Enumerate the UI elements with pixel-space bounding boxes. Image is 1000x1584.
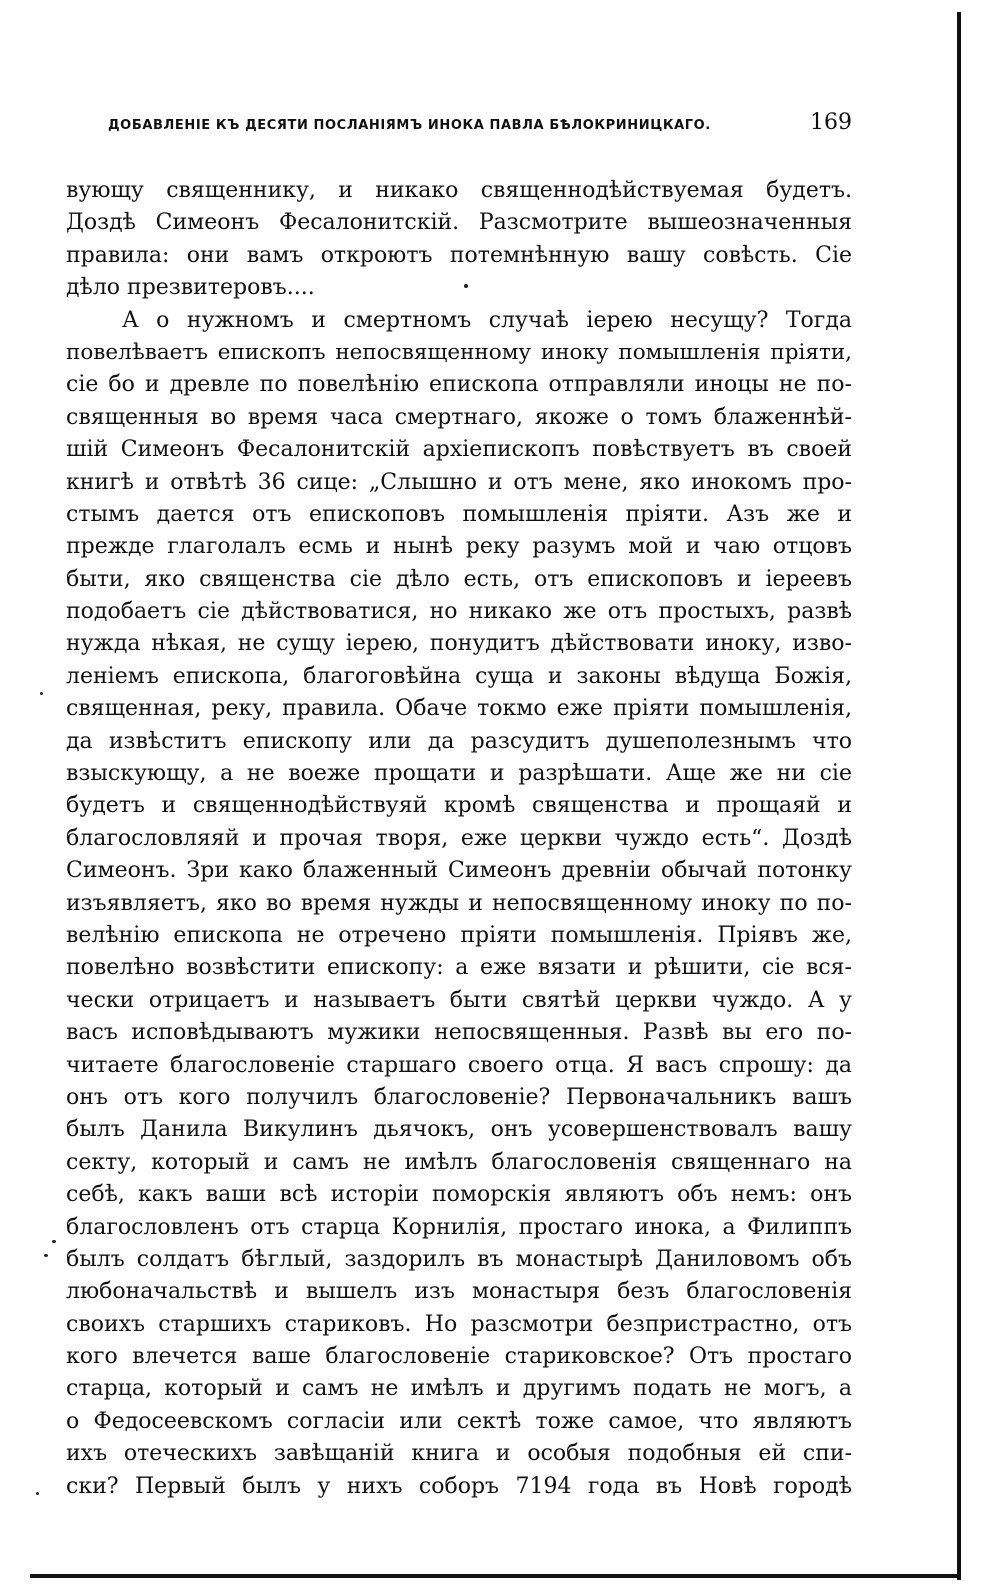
scan-speck (44, 1254, 48, 1257)
running-head (108, 110, 852, 140)
text-line: своихъ старшихъ стариковъ. Но разсмотри безпристрастно, отъ (66, 1311, 852, 1337)
text-line: онъ отъ кого получилъ благословеніе? Первоначальникъ вашъ (66, 1084, 852, 1110)
text-line: читаете благословеніе старшаго своего отца. Я васъ спрошу: да (66, 1052, 852, 1078)
scan-speck (464, 284, 468, 288)
text-line: благословленъ отъ старца Корнилія, простаго инока, а Филиппъ (66, 1214, 852, 1240)
page-number: 169 (810, 110, 852, 135)
text-line: леніемъ епископа, благоговѣйна суща и законы вѣдуща Божія, (66, 663, 852, 689)
text-line: стымъ дается отъ епископовъ помышленія пріяти. Азъ же и (66, 501, 852, 527)
text-line: вующу священнику, и никако священнодѣйствуемая будетъ. (66, 178, 852, 203)
text-line: ски? Первый былъ у нихъ соборъ 7194 года въ Новѣ городѣ (66, 1473, 852, 1499)
text-line: васъ исповѣдываютъ мужики непосвященныя. Развѣ вы его по- (66, 1020, 852, 1046)
text-line: взыскующу, а не воеже прощати и разрѣшати. Аще же ни сіе (66, 761, 852, 787)
text-line: повелѣно возвѣстити епископу: а еже вязати и рѣшити, сіе вся- (66, 955, 852, 981)
text-line: Симеонъ. Зри како блаженный Симеонъ древніи обычай потонку (66, 858, 852, 884)
text-line: книгѣ и отвѣтѣ 36 сице: „Слышно и отъ мене, яко инокомъ про- (66, 469, 852, 495)
text-line: подобаетъ сіе дѣйствоватися, но никако же отъ простыхъ, развѣ (66, 599, 852, 625)
text-line: старца, который и самъ не имѣлъ и другимъ подать не могъ, а (66, 1376, 852, 1402)
text-line: чески отрицаетъ и называетъ быти святѣй церкви чуждо. А у (66, 987, 852, 1013)
text-line: священная, реку, правила. Обаче токмо еже пріяти помышленія, (66, 696, 852, 722)
text-line: будетъ и священнодѣйствуяй кромѣ священства и прощаяй и (66, 793, 852, 819)
text-line: былъ солдатъ бѣглый, заздорилъ въ монастырѣ Даниловомъ объ (66, 1246, 852, 1272)
page-border-bottom (30, 1574, 961, 1578)
scan-speck (52, 1240, 56, 1243)
text-line: да извѣститъ епископу или да разсудитъ душеполезнымъ что (66, 728, 852, 754)
page-border-right (957, 12, 961, 1580)
text-line: сіе бо и древле по повелѣнію епископа отправляли иноцы не по- (66, 372, 852, 398)
text-line: кого влечется ваше благословеніе стариковское? Отъ простаго (66, 1344, 852, 1370)
text-line: дѣло презвитеровъ.... (66, 275, 315, 301)
text-line: велѣнію епископа не отречено пріяти помышленія. Пріявъ же, (66, 922, 852, 948)
text-line: секту, который и самъ не имѣлъ благословенія священнаго на (66, 1149, 852, 1175)
scan-speck (40, 692, 43, 695)
text-line: изъявляетъ, яко во время нужды и непосвященному иноку по по- (66, 890, 852, 916)
text-line: благословляяй и прочая творя, еже церкви чуждо есть“. Доздѣ (66, 825, 852, 851)
text-line: А о нужномъ и смертномъ случаѣ іерею несущу? Тогда (122, 307, 852, 333)
text-line: шій Симеонъ Фесалонитскій архіепископъ повѣствуетъ въ своей (66, 437, 852, 463)
running-title: ДОБАВЛЕНІЕ КЪ ДЕСЯТИ ПОСЛАНІЯМЪ ИНОКА ПАВЛА БѢЛОКРИНИЦКАГО. (108, 118, 711, 133)
text-line: себѣ, какъ ваши всѣ исторіи поморскія являютъ объ немъ: онъ (66, 1182, 852, 1208)
text-line: былъ Данила Викулинъ дьячокъ, онъ усовершенствовалъ вашу (66, 1117, 852, 1143)
text-line: прежде глаголалъ есмь и нынѣ реку разумъ мой и чаю отцовъ (66, 534, 852, 560)
text-line: Доздѣ Симеонъ Фесалонитскій. Разсмотрите вышеозначенныя (66, 210, 852, 236)
text-line: о Федосеевскомъ согласіи или сектѣ тоже самое, что являютъ (66, 1408, 852, 1434)
scan-speck (36, 1492, 39, 1495)
text-line: правила: они вамъ откроютъ потемнѣнную вашу совѣсть. Сіе (66, 242, 852, 268)
text-column (66, 175, 852, 1503)
text-line: любоначальствѣ и вышелъ изъ монастыря безъ благословенія (66, 1279, 852, 1305)
text-line: быти, яко священства сіе дѣло есть, отъ епископовъ и іереевъ (66, 566, 852, 592)
text-line: повелѣваетъ епископъ непосвященному иноку помышленія пріяти, (66, 339, 852, 365)
text-line: нужда нѣкая, не сущу іерею, понудитъ дѣйствовати иноку, изво- (66, 631, 852, 657)
text-line: ихъ отеческихъ завѣщаній книга и особыя подобныя ей спи- (66, 1441, 852, 1467)
text-line: священныя во время часа смертнаго, якоже о томъ блаженнѣй- (66, 404, 852, 430)
